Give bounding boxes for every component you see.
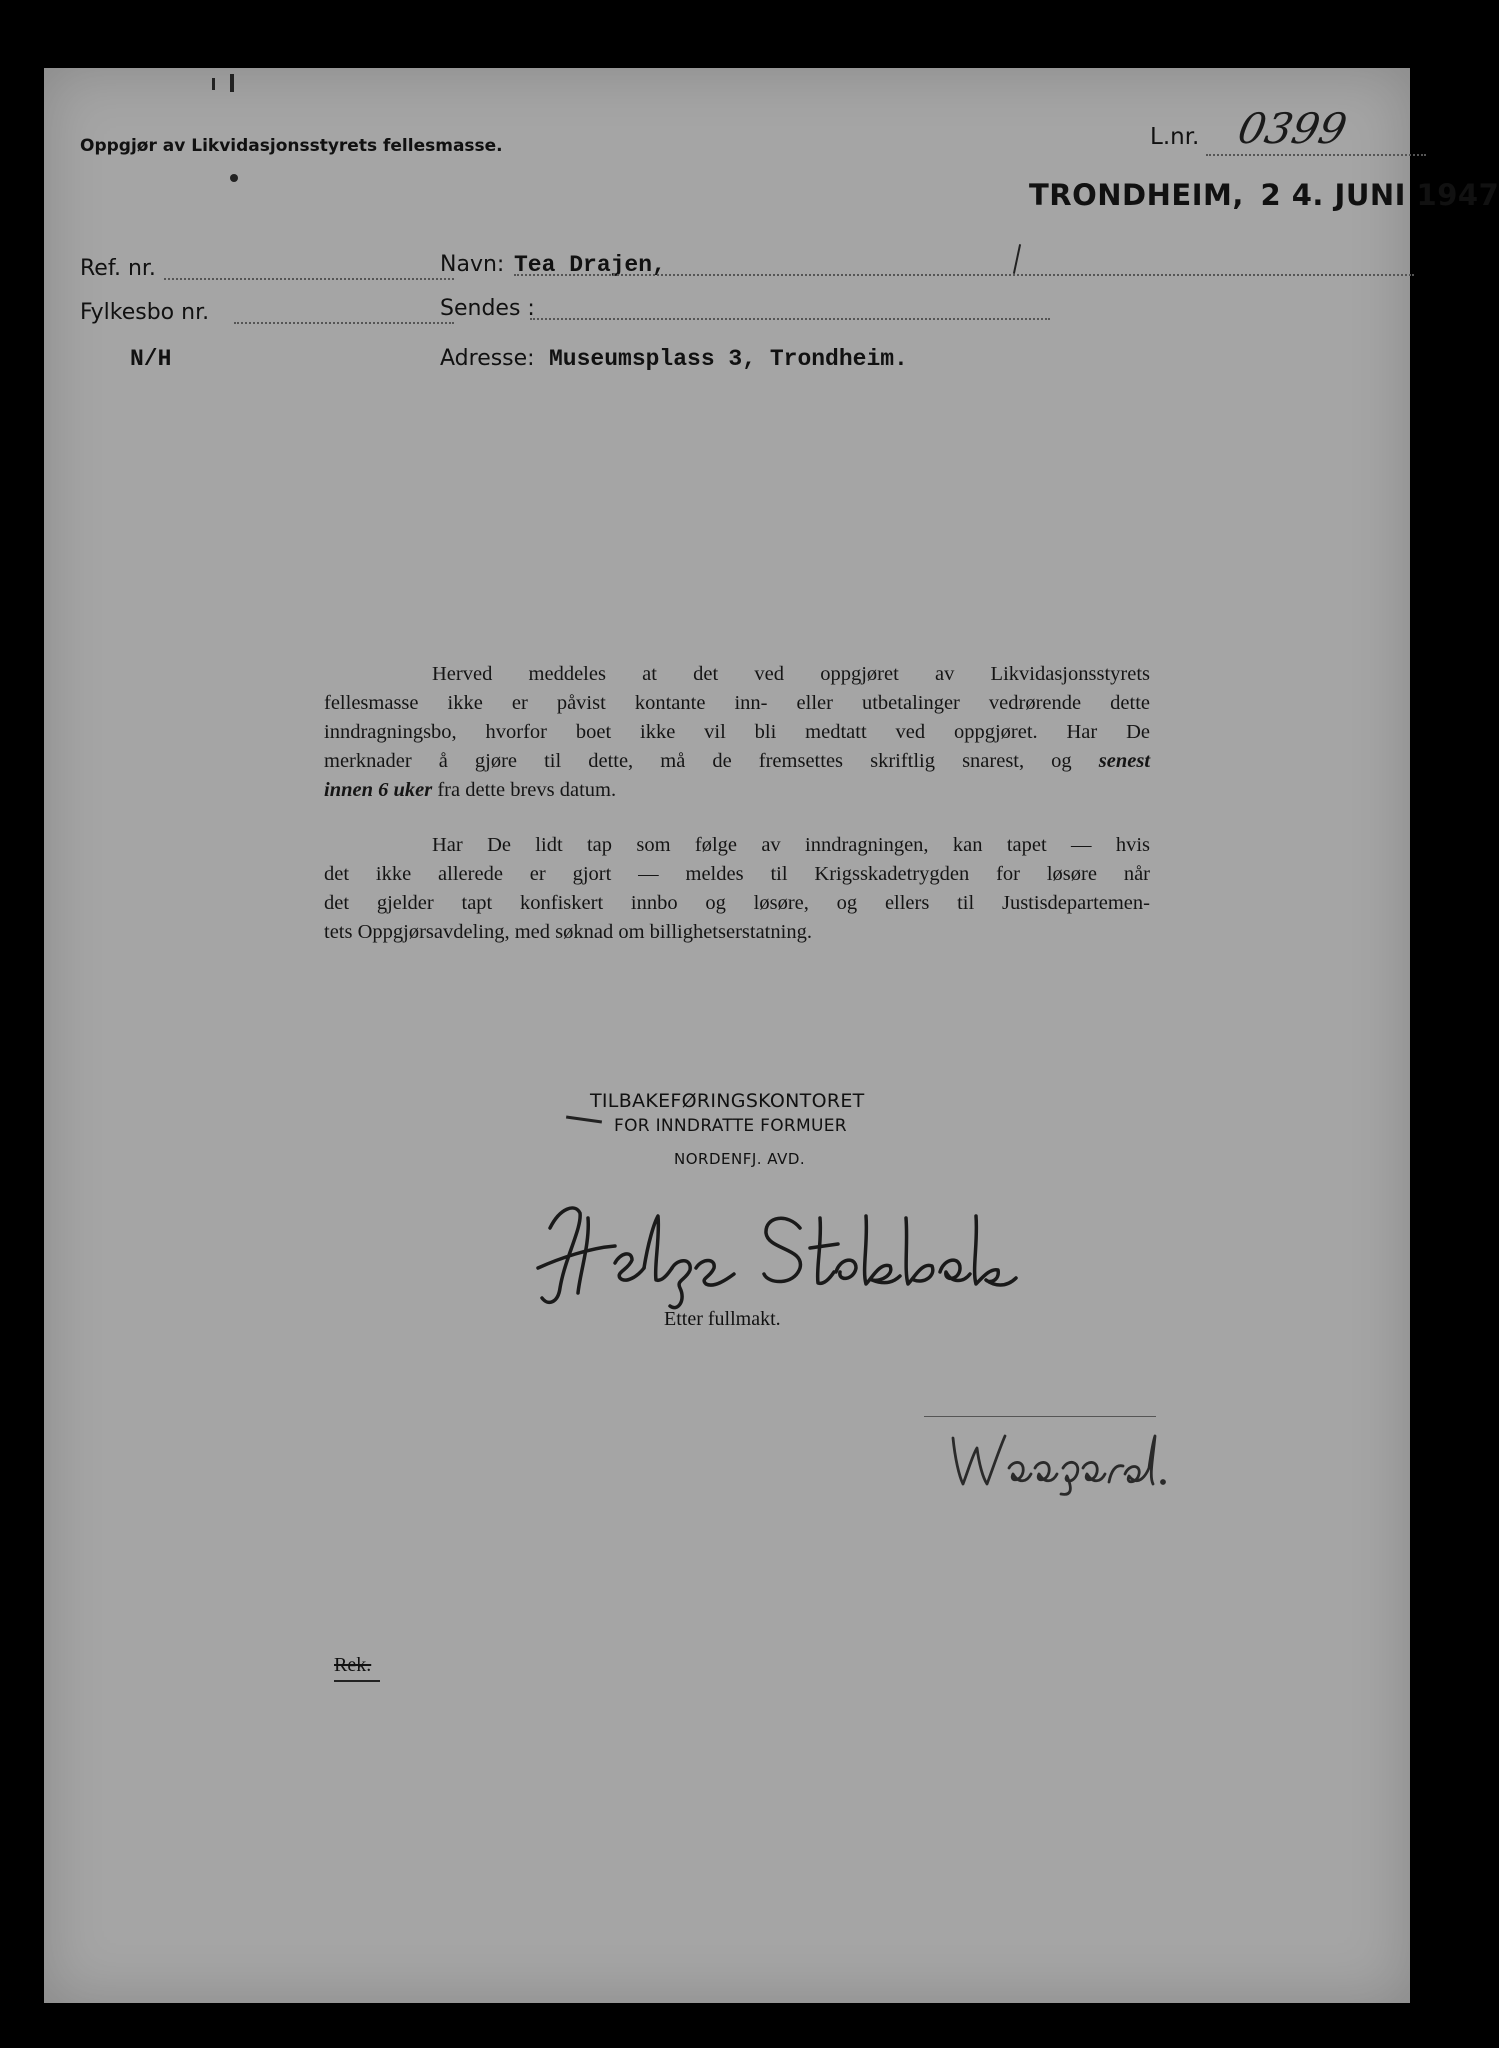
p1-line-4 [324,747,1150,776]
lnr-value: 0399 [1233,104,1352,153]
etter-fullmakt: Etter fullmakt. [664,1308,781,1330]
second-handwritten-signature [949,1428,1169,1498]
p2-line-3: det gjelder tapt konfiskert innbo og løsøre, og ellers til Justisdepartemen- [324,892,1150,914]
city: TRONDHEIM, [1029,178,1244,212]
sendes-dotline [530,318,1050,320]
p1-line-1: Herved meddeles at det ved oppgjøret av Likvidasjonsstyrets [432,663,1150,685]
office-line-2: FOR INNDRATTE FORMUER [614,1116,847,1136]
stamp-mark [566,1116,602,1124]
ref-dotline [164,278,454,280]
fylkesbo-value: N/H [130,346,172,372]
navn-label: Navn: [440,252,505,277]
p1-emphasis-senest: senest [1098,750,1151,772]
adresse-value: Museumsplass 3, Trondheim. [549,346,908,372]
lnr-dotline [1206,154,1426,156]
p1-line-3: inndragningsbo, hvorfor boet ikke vil bli medtatt ved oppgjøret. Har De [324,721,1150,743]
paragraph-2-end [324,918,1150,947]
p2-line-2: det ikke allerede er gjort — meldes til Krigsskadetrygden for løsøre når [324,863,1150,885]
p1-line-5-text: fra dette brevs datum. [437,779,617,801]
p1-line-5 [324,776,1150,805]
rek-marking: Rek. [334,1654,372,1676]
pen-mark [1013,244,1021,274]
paragraph-2 [324,831,1150,918]
p2-line-1: Har De lidt tap som følge av inndragningen, kan tapet — hvis [432,834,1150,856]
p2-line-4: tets Oppgjørsavdeling, med søknad om billighetserstatning. [324,921,812,943]
office-line-1: TILBAKEFØRINGSKONTORET [590,1090,865,1112]
fylkesbo-dotline [234,322,454,324]
navn-dotline [514,274,1414,276]
p1-emphasis-innen: innen 6 uker [324,779,433,801]
fylkesbo-label: Fylkesbo nr. [80,300,210,325]
document-heading: Oppgjør av Likvidasjonsstyrets fellesmasse. [80,136,503,156]
speck [212,78,215,90]
paragraph-1 [324,660,1150,776]
sendes-label: Sendes : [440,296,535,321]
p1-line-4-text: merknader å gjøre til dette, må de fremsettes skriftlig snarest, og [324,750,1072,772]
document-page [44,68,1499,2003]
office-line-3: NORDENFJ. AVD. [674,1150,806,1168]
speck [230,174,238,182]
speck [230,74,234,92]
navn-value: Tea Drajen, [514,252,666,278]
paragraph-1-end [324,776,1150,805]
adresse-label: Adresse: [440,346,535,371]
date-stamp: 2 4. JUNI 1947 [1260,178,1499,212]
p1-line-2: fellesmasse ikke er påvist kontante inn- eller utbetalinger vedrørende dette [324,692,1150,714]
handwritten-signature [520,1188,1040,1318]
lnr-label: L.nr. [1150,124,1200,150]
ref-label: Ref. nr. [80,256,156,281]
second-signature-line [924,1416,1156,1417]
rek-underline [334,1680,380,1682]
place-date [1029,178,1499,212]
